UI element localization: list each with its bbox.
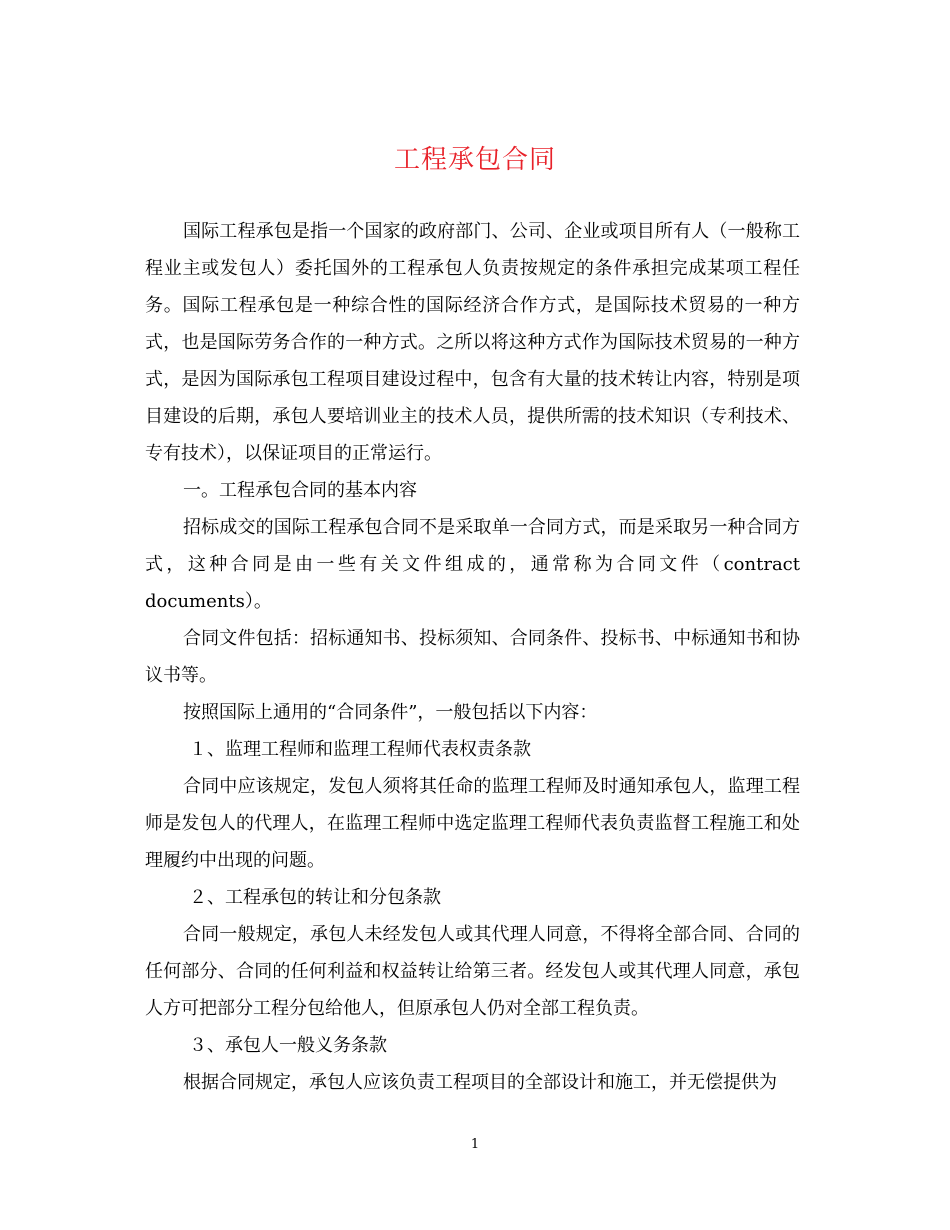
clause-heading-1: １、监理工程师和监理工程师代表权责条款 <box>189 739 531 760</box>
document-title: 工程承包合同 <box>393 145 556 175</box>
clause-text-1: 合同中应该规定，发包人须将其任命的监理工程师及时通知承包人，监理工程师是发包人的代理人，在监理工程师中选定监理工程师代表负责监督工程施工和处理履约中出现的问题。 <box>145 776 800 871</box>
clause-heading-3: ３、承包人一般义务条款 <box>189 1035 387 1056</box>
page-number: 1 <box>470 1137 480 1152</box>
paragraph-contract-documents: 招标成交的国际工程承包合同不是采取单一合同方式，而是采取另一种合同方式，这种合同是由一些有关文件组成的，通常称为合同文件（contract documents）。 <box>145 517 800 612</box>
paragraph-contract-conditions: 按照国际上通用的“合同条件”，一般包括以下内容： <box>183 702 598 723</box>
paragraph-intro: 国际工程承包是指一个国家的政府部门、公司、企业或项目所有人（一般称工程业主或发包人）委托国外的工程承包人负责按规定的条件承担完成某项工程任务。国际工程承包是一种综合性的国际经济合作方式，是国际技术贸易的一种方式，也是国际劳务合作的一种方式。之所以将这种方式作为国际技术贸易的一种方式，是因为国际承包工程项目建设过程中，包含有大量的技术转让内容，特别是项目建设的后期，承包人要培训业主的技术人员，提供所需的技术知识（专利技术、专有技术），以保证项目的正常运行。 <box>145 221 800 464</box>
clause-text-2: 合同一般规定，承包人未经发包人或其代理人同意，不得将全部合同、合同的任何部分、合同的任何利益和权益转让给第三者。经发包人或其代理人同意，承包人方可把部分工程分包给他人，但原承包人仍对全部工程负责。 <box>145 924 800 1019</box>
paragraph-documents-included: 合同文件包括：招标通知书、投标须知、合同条件、投标书、中标通知书和协议书等。 <box>145 628 800 686</box>
section-heading-basic-content: 一。工程承包合同的基本内容 <box>183 480 417 501</box>
clause-heading-2: ２、工程承包的转让和分包条款 <box>189 887 441 908</box>
document-body <box>145 213 800 1101</box>
clause-text-3: 根据合同规定，承包人应该负责工程项目的全部设计和施工，并无偿提供为 <box>183 1072 777 1093</box>
